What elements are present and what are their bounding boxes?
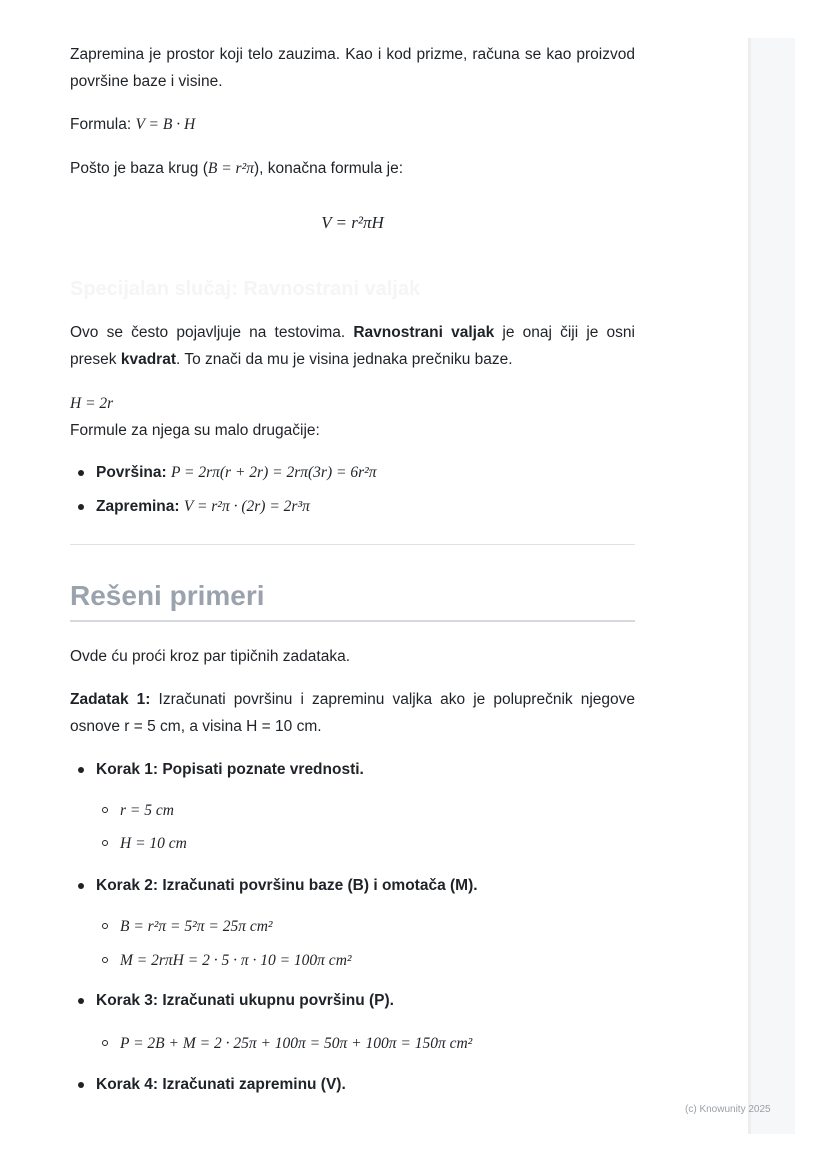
task-text: Izračunati površinu i zapreminu valjka ako je poluprečnik njegove osnove r = 5 cm, a visina H = 10 cm. <box>70 691 636 735</box>
special-bold-2: kvadrat <box>120 351 176 368</box>
bullet-icon <box>78 470 84 476</box>
step-title: Korak 2: Izračunati površinu baze (B) i omotača (M). <box>96 877 478 894</box>
special-case-heading: Specijalan slučaj: Ravnostrani valjak <box>70 278 421 300</box>
special-bold-1: Ravnostrani valjak <box>353 324 495 341</box>
item-label: Zapremina: <box>96 498 180 515</box>
sub-math: M = 2rπH = 2 · 5 · π · 10 = 100π cm² <box>120 952 352 969</box>
sub-math: B = r²π = 5²π = 25π cm² <box>120 918 273 935</box>
sub-math: r = 5 cm <box>120 802 174 819</box>
step-title: Korak 3: Izračunati ukupnu površinu (P). <box>96 992 394 1009</box>
circle-bullet-icon <box>102 957 108 963</box>
item-label: Površina: <box>96 464 167 481</box>
formulas-intro: Formule za njega su malo drugačije: <box>70 422 320 439</box>
base-text-b: ), konačna formula je: <box>253 160 404 177</box>
formula-line <box>70 111 635 138</box>
task-label: Zadatak 1: <box>70 691 151 708</box>
sub-math: H = 10 cm <box>120 835 187 852</box>
step-title: Korak 1: Popisati poznate vrednosti. <box>96 761 364 778</box>
final-formula: V = r²πH <box>321 213 384 232</box>
item-math: P = 2rπ(r + 2r) = 2rπ(3r) = 6r²π <box>170 464 377 481</box>
height-math: H = 2r <box>70 395 114 412</box>
special-text-a: Ovo se često pojavljuje na testovima. <box>70 324 354 341</box>
special-case-paragraph <box>70 319 635 373</box>
task-paragraph <box>70 686 635 740</box>
circle-bullet-icon <box>102 840 108 846</box>
special-text-b: je onaj čiji je osni presek <box>70 324 635 368</box>
formula-math: V = B · H <box>135 116 196 133</box>
special-text-c: . To znači da mu je visina jednaka prečniku baze. <box>176 351 513 368</box>
base-line <box>70 155 635 182</box>
bullet-icon <box>78 998 84 1004</box>
bullet-icon <box>78 504 84 510</box>
step-title: Korak 4: Izračunati zapreminu (V). <box>96 1076 346 1093</box>
intro-paragraph: Zapremina je prostor koji telo zauzima. Kao i kod prizme, računa se kao proizvod površine baze i visine. <box>70 46 635 90</box>
bullet-icon <box>78 1082 84 1088</box>
base-math: B = r²π <box>207 160 254 177</box>
formula-label: Formula: <box>70 116 132 133</box>
circle-bullet-icon <box>102 1040 108 1046</box>
circle-bullet-icon <box>102 923 108 929</box>
right-sidebar <box>748 38 795 1134</box>
solved-heading: Rešeni primeri <box>70 580 635 622</box>
item-math: V = r²π · (2r) = 2r³π <box>183 498 310 515</box>
bullet-icon <box>78 767 84 773</box>
base-text-a: Pošto je baza krug ( <box>70 160 208 177</box>
circle-bullet-icon <box>102 807 108 813</box>
bullet-icon <box>78 883 84 889</box>
divider <box>70 544 635 545</box>
copyright-text: (c) Knowunity 2025 <box>685 1104 771 1115</box>
sub-math: P = 2B + M = 2 · 25π + 100π = 50π + 100π = 150π cm² <box>120 1035 473 1052</box>
solved-intro: Ovde ću proći kroz par tipičnih zadataka. <box>70 648 350 665</box>
